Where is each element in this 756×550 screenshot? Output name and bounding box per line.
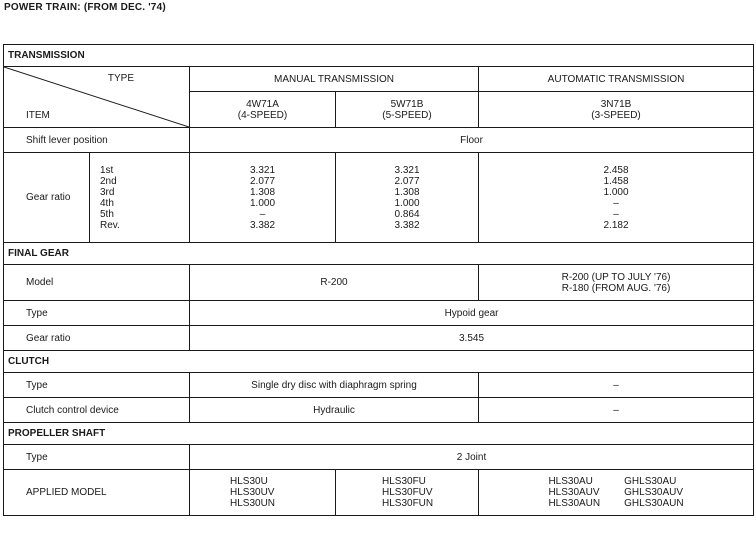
ratio-value: – (613, 197, 619, 209)
clutch-control-manual: Hydraulic (190, 398, 479, 423)
propeller-type-label: Type (4, 445, 190, 470)
item-label: ITEM (26, 110, 50, 121)
applied-model-code: GHLS30AU (624, 476, 677, 487)
gear-ratio-label: Gear ratio (4, 153, 90, 243)
model-speed: (3-SPEED) (591, 109, 641, 121)
section-propeller-shaft-row (4, 423, 754, 445)
gear-ratio-items (90, 153, 190, 243)
applied-model-3n71b (479, 470, 754, 516)
automatic-transmission-header: AUTOMATIC TRANSMISSION (479, 67, 754, 92)
page-title: POWER TRAIN: (FROM DEC. '74) (4, 2, 166, 13)
manual-transmission-header: MANUAL TRANSMISSION (190, 67, 479, 92)
applied-model-code: HLS30UN (230, 498, 276, 509)
ratio-value: 3.321 (394, 164, 420, 176)
final-gear-type-value: Hypoid gear (190, 301, 754, 326)
final-gear-type-row (4, 301, 754, 326)
final-gear-model-label: Model (4, 265, 190, 301)
section-clutch: CLUTCH (4, 351, 754, 373)
ratio-value: 1.458 (603, 175, 629, 187)
applied-model-4w71a (190, 470, 336, 516)
ratio-value: 3.382 (394, 219, 420, 231)
section-final-gear: FINAL GEAR (4, 243, 754, 265)
type-item-header-cell (4, 67, 190, 128)
gear-ratio-4w71a (190, 153, 336, 243)
final-gear-ratio-label: Gear ratio (4, 326, 190, 351)
power-train-spec-table (3, 44, 754, 516)
model-code: 4W71A (246, 98, 279, 110)
section-transmission: TRANSMISSION (4, 45, 754, 67)
model-4w71a (190, 92, 336, 128)
ratio-value: 3.321 (249, 164, 276, 176)
ratio-value: – (613, 208, 619, 220)
ratio-value: 2.077 (249, 175, 276, 187)
gear-ratio-row (4, 153, 754, 243)
gear-ratio-3n71b (479, 153, 754, 243)
gear-item: 5th (100, 208, 114, 220)
gear-item: 2nd (100, 175, 117, 187)
ratio-value: 2.458 (603, 164, 629, 176)
model-speed: (5-SPEED) (382, 109, 432, 121)
applied-model-code: HLS30AUN (548, 498, 601, 509)
ratio-value: 1.308 (249, 186, 276, 198)
section-propeller-shaft: PROPELLER SHAFT (4, 423, 754, 445)
applied-model-code: HLS30FUN (382, 498, 434, 509)
clutch-type-manual: Single dry disc with diaphragm spring (190, 373, 479, 398)
clutch-type-label: Type (4, 373, 190, 398)
applied-model-code: HLS30FU (382, 476, 426, 487)
ratio-value: 0.864 (394, 208, 420, 220)
type-label: TYPE (107, 73, 134, 84)
ratio-value: 1.000 (394, 197, 420, 209)
model-speed: (4-SPEED) (237, 109, 288, 121)
header-row-types (4, 67, 754, 92)
propeller-type-value: 2 Joint (190, 445, 754, 470)
ratio-value: – (259, 208, 266, 220)
applied-model-auto-list-a (548, 476, 600, 509)
model-3n71b (479, 92, 754, 128)
section-final-gear-row (4, 243, 754, 265)
final-gear-model-auto (479, 265, 754, 301)
clutch-control-label: Clutch control device (4, 398, 190, 423)
section-transmission-row (4, 45, 754, 67)
gear-item: 4th (100, 197, 114, 209)
applied-model-5w71b (336, 470, 479, 516)
final-gear-ratio-value: 3.545 (190, 326, 754, 351)
clutch-type-auto: – (479, 373, 754, 398)
model-5w71b (336, 92, 479, 128)
ratio-value: 1.000 (603, 186, 629, 198)
final-gear-auto-line: R-180 (FROM AUG. '76) (561, 282, 671, 294)
clutch-control-auto: – (479, 398, 754, 423)
final-gear-type-label: Type (4, 301, 190, 326)
ratio-value: 2.182 (603, 219, 629, 231)
shift-lever-value: Floor (190, 128, 754, 153)
final-gear-model-manual: R-200 (190, 265, 479, 301)
ratio-value: 3.382 (249, 219, 276, 231)
propeller-type-row (4, 445, 754, 470)
final-gear-model-row (4, 265, 754, 301)
applied-model-label: APPLIED MODEL (4, 470, 190, 516)
ratio-value: 1.308 (394, 186, 420, 198)
applied-model-code: HLS30U (230, 476, 268, 487)
applied-model-code: HLS30UV (230, 487, 275, 498)
ratio-value: 1.000 (249, 197, 276, 209)
applied-model-auto-list-b (624, 476, 683, 509)
final-gear-ratio-row (4, 326, 754, 351)
shift-lever-label: Shift lever position (4, 128, 190, 153)
gear-item: 3rd (100, 186, 115, 198)
gear-ratio-5w71b (336, 153, 479, 243)
shift-lever-row (4, 128, 754, 153)
section-clutch-row (4, 351, 754, 373)
model-code: 3N71B (600, 98, 632, 110)
final-gear-auto-line: R-200 (UP TO JULY '76) (561, 271, 671, 283)
model-code: 5W71B (390, 98, 424, 110)
gear-item: 1st (100, 164, 114, 176)
applied-model-row (4, 470, 754, 516)
gear-item: Rev. (100, 219, 120, 231)
applied-model-code: GHLS30AUV (624, 487, 684, 498)
applied-model-code: HLS30AU (548, 476, 593, 487)
clutch-control-row (4, 398, 754, 423)
applied-model-code: GHLS30AUN (624, 498, 684, 509)
applied-model-code: HLS30FUV (382, 487, 433, 498)
applied-model-code: HLS30AUV (548, 487, 600, 498)
ratio-value: 2.077 (394, 175, 420, 187)
clutch-type-row (4, 373, 754, 398)
